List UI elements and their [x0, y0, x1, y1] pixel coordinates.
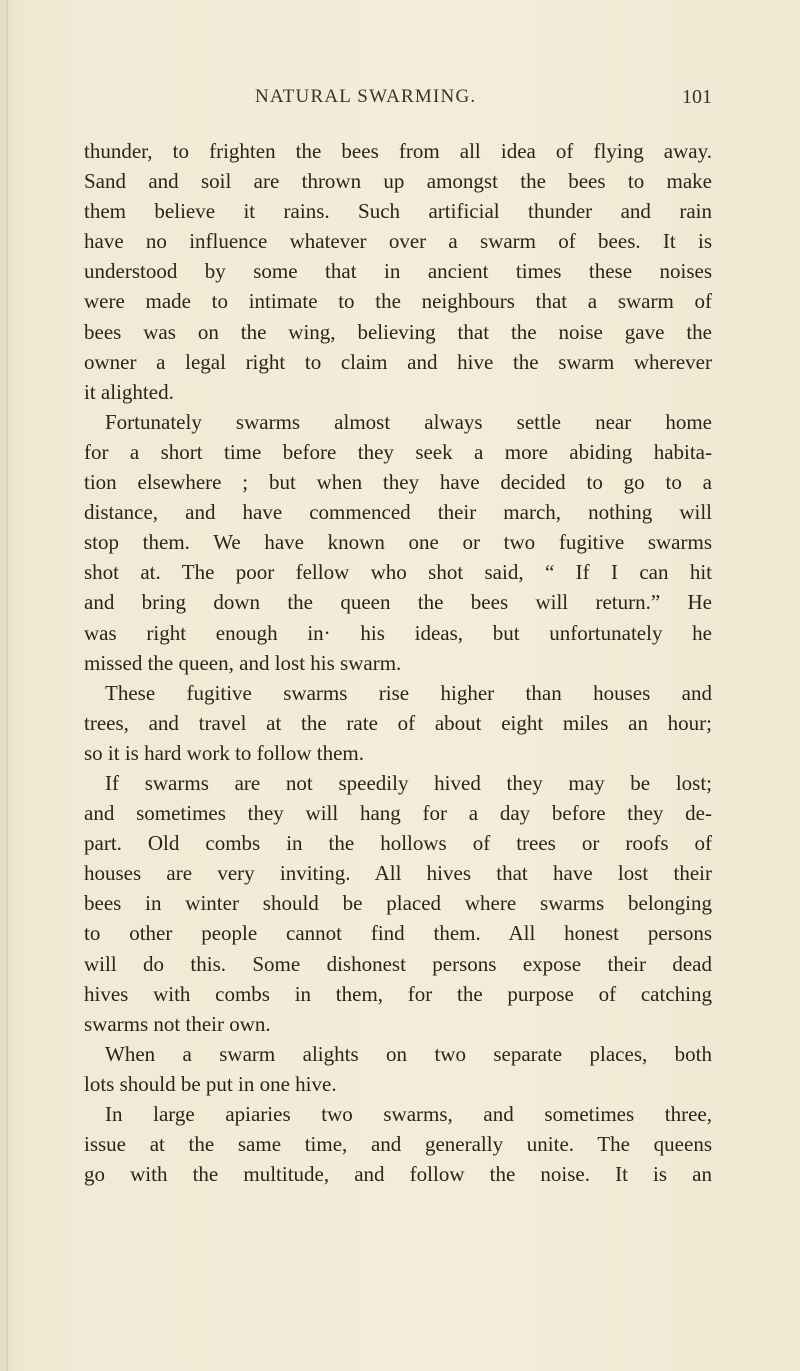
- text-line: stop them. We have known one or two fugitive swarms: [84, 530, 712, 555]
- text-line: swarms not their own.: [84, 1011, 271, 1036]
- text-line: In large apiaries two swarms, and sometimes three,: [105, 1102, 712, 1126]
- running-header: [84, 86, 712, 112]
- page-gutter: [6, 0, 8, 1371]
- text-line: was right enough in· his ideas, but unfortunately he: [84, 620, 712, 645]
- text-line: When a swarm alights on two separate places, both: [105, 1041, 712, 1066]
- text-line: and bring down the queen the bees will return.” He: [84, 590, 712, 615]
- text-line: missed the queen, and lost his swarm.: [84, 650, 402, 675]
- text-line: have no influence whatever over a swarm of bees. It is: [84, 229, 712, 254]
- text-line: understood by some that in ancient times these noises: [84, 259, 712, 284]
- text-line: hives with combs in them, for the purpose of catching: [84, 981, 712, 1006]
- text-line: Fortunately swarms almost always settle near home: [105, 409, 712, 434]
- text-line: and sometimes they will hang for a day before they de-: [84, 801, 712, 826]
- text-line: issue at the same time, and generally unite. The queens: [84, 1132, 712, 1157]
- text-line: thunder, to frighten the bees from all idea of flying away.: [84, 139, 712, 163]
- text-line: Sand and soil are thrown up amongst the bees to make: [84, 169, 712, 194]
- text-line: them believe it rains. Such artificial thunder and rain: [84, 199, 712, 224]
- text-line: shot at. The poor fellow who shot said, “ If I can hit: [84, 560, 712, 585]
- body-text: [84, 136, 712, 1189]
- text-line: bees was on the wing, believing that the noise gave the: [84, 319, 712, 344]
- text-line: distance, and have commenced their march, nothing will: [84, 500, 712, 525]
- text-line: bees in winter should be placed where swarms belonging: [84, 891, 712, 916]
- text-line: go with the multitude, and follow the noise. It is an: [84, 1162, 712, 1187]
- text-line: will do this. Some dishonest persons expose their dead: [84, 951, 712, 976]
- text-line: for a short time before they seek a more abiding habita-: [84, 439, 712, 464]
- text-line: lots should be put in one hive.: [84, 1071, 337, 1096]
- text-line: tion elsewhere ; but when they have decided to go to a: [84, 470, 712, 495]
- text-line: trees, and travel at the rate of about eight miles an hour;: [84, 710, 712, 735]
- text-line: owner a legal right to claim and hive the swarm wherever: [84, 349, 712, 374]
- text-line: were made to intimate to the neighbours that a swarm of: [84, 289, 712, 314]
- text-line: houses are very inviting. All hives that have lost their: [84, 861, 712, 886]
- running-title: NATURAL SWARMING.: [255, 86, 477, 107]
- text-line: part. Old combs in the hollows of trees or roofs of: [84, 831, 712, 856]
- page-number: 101: [682, 86, 712, 108]
- text-line: If swarms are not speedily hived they may be lost;: [105, 770, 712, 795]
- text-line: to other people cannot find them. All honest persons: [84, 921, 712, 946]
- text-line: so it is hard work to follow them.: [84, 740, 364, 765]
- text-line: it alighted.: [84, 379, 174, 404]
- text-line: These fugitive swarms rise higher than houses and: [105, 680, 712, 705]
